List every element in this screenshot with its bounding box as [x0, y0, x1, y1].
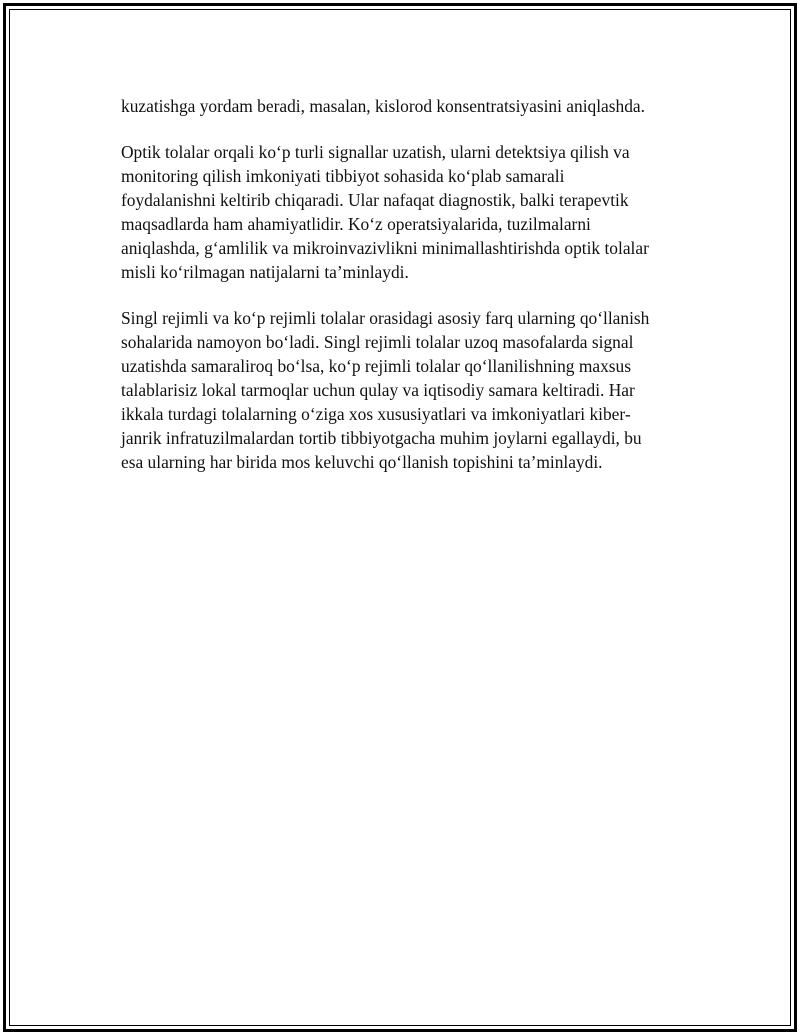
paragraph-3: Singl rejimli va ko‘p rejimli tolalar orasidagi asosiy farq ularning qo‘llanish sohalarida namoyon bo‘ladi. Singl rejimli tolalar uzoq masofalarda signal uzatishda samaraliroq bo‘lsa, ko‘p rejimli tolalar qo‘llanilishning maxsus talablarisiz lokal tarmoqlar uchun qulay va iqtisodiy samara keltiradi. Har ikkala turdagi tolalarning o‘ziga xos xususiyatlari va imkoniyatlari kiber- janrik infratuzilmalardan tortib tibbiyotgacha muhim joylarni egallaydi, bu esa ularning har birida mos keluvchi qo‘llanish topishini ta’minlaydi.	[121, 308, 650, 472]
document-body	[121, 94, 696, 496]
page-frame	[3, 3, 797, 1032]
paragraph-2: Optik tolalar orqali ko‘p turli signallar uzatish, ularni detektsiya qilish va monitoring qilish imkoniyati tibbiyot sohasida ko‘plab samarali foydalanishni keltirib chiqaradi. Ular nafaqat diagnostik, balki terapevtik maqsadlarda ham ahamiyatlidir. Ko‘z operatsiyalarida, tuzilmalarni aniqlashda, g‘amlilik va mikroinvazivlikni minimallashtirishda optik tolalar misli ko‘rilmagan natijalarni ta’minlaydi.	[121, 142, 649, 282]
paragraph-1: kuzatishga yordam beradi, masalan, kislorod konsentratsiyasini aniqlashda.	[121, 96, 646, 116]
